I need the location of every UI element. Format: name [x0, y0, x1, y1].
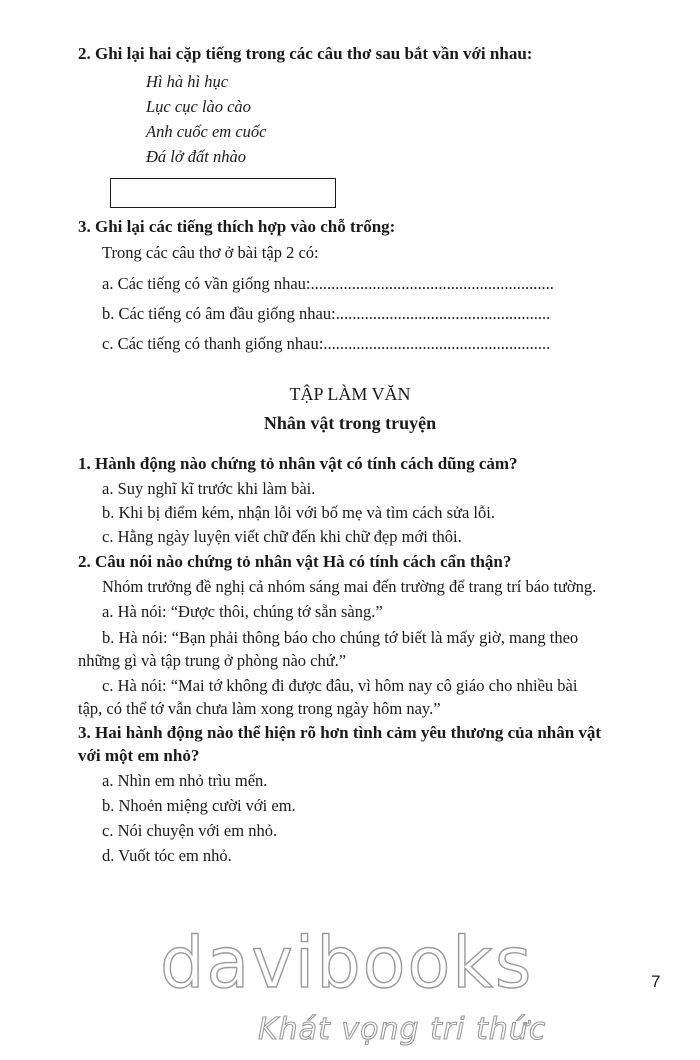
question-2-option-b-line-1[interactable]: b. Hà nói: “Bạn phải thông báo cho chúng tớ biết là mấy giờ, mang theo — [102, 628, 579, 647]
answer-box[interactable] — [110, 178, 336, 208]
poem-line-1: Hì hà hì hục — [146, 72, 229, 91]
section-title: TẬP LÀM VĂN — [289, 384, 411, 404]
question-1-option-b[interactable]: b. Khi bị điểm kém, nhận lỗi với bố mẹ và tìm cách sửa lỗi. — [102, 503, 495, 522]
question-1-option-c[interactable]: c. Hằng ngày luyện viết chữ đến khi chữ đẹp mới thôi. — [102, 527, 462, 546]
question-2-option-c-line-1[interactable]: c. Hà nói: “Mai tớ không đi được đâu, vì hôm nay cô giáo cho nhiều bài — [102, 676, 578, 695]
question-3-heading-line-1: 3. Hai hành động nào thể hiện rõ hơn tình cảm yêu thương của nhân vật — [78, 723, 602, 742]
question-3-option-c[interactable]: c. Nói chuyện với em nhỏ. — [102, 821, 278, 840]
watermark-tagline: Khát vọng tri thức — [258, 1012, 547, 1047]
exercise-3-intro: Trong các câu thơ ở bài tập 2 có: — [102, 243, 319, 262]
exercise-3-item-b[interactable]: b. Các tiếng có âm đầu giống nhau:.................................................... — [102, 304, 551, 323]
question-2-intro: Nhóm trưởng đề nghị cả nhóm sáng mai đến trường để trang trí báo tường. — [102, 577, 597, 596]
question-3-option-a[interactable]: a. Nhìn em nhỏ trìu mến. — [102, 771, 268, 790]
question-1-option-a[interactable]: a. Suy nghĩ kĩ trước khi làm bài. — [102, 479, 316, 498]
poem-line-3: Anh cuốc em cuốc — [146, 122, 267, 141]
poem-line-2: Lục cục lào cào — [146, 97, 251, 116]
section-subtitle: Nhân vật trong truyện — [263, 413, 437, 433]
exercise-3-heading: 3. Ghi lại các tiếng thích hợp vào chỗ trống: — [78, 217, 396, 236]
exercise-3-item-c[interactable]: c. Các tiếng có thanh giống nhau:....................................................... — [102, 334, 551, 353]
question-2-option-c-line-2[interactable]: tập, có thể tớ vẫn chưa làm xong trong ngày hôm nay.” — [78, 699, 441, 718]
question-1-heading: 1. Hành động nào chứng tỏ nhân vật có tính cách dũng cảm? — [78, 454, 518, 473]
exercise-3-item-a[interactable]: a. Các tiếng có vần giống nhau:........................................................... — [102, 274, 554, 293]
page-number: 7 — [651, 972, 661, 991]
question-3-option-b[interactable]: b. Nhoẻn miệng cười với em. — [102, 796, 296, 815]
question-2-option-a[interactable]: a. Hà nói: “Được thôi, chúng tớ sẵn sàng.” — [102, 602, 383, 621]
exercise-2-heading: 2. Ghi lại hai cặp tiếng trong các câu thơ sau bắt vần với nhau: — [78, 44, 533, 63]
poem-line-4: Đá lở đất nhào — [146, 147, 247, 166]
question-3-heading-line-2: với một em nhỏ? — [78, 746, 200, 765]
question-2-heading: 2. Câu nói nào chứng tỏ nhân vật Hà có tính cách cẩn thận? — [78, 552, 512, 571]
question-2-option-b-line-2[interactable]: những gì và tập trung ở phòng nào chứ.” — [78, 651, 347, 670]
watermark-logo: davibooks — [160, 922, 534, 1004]
question-3-option-d[interactable]: d. Vuốt tóc em nhỏ. — [102, 846, 232, 865]
